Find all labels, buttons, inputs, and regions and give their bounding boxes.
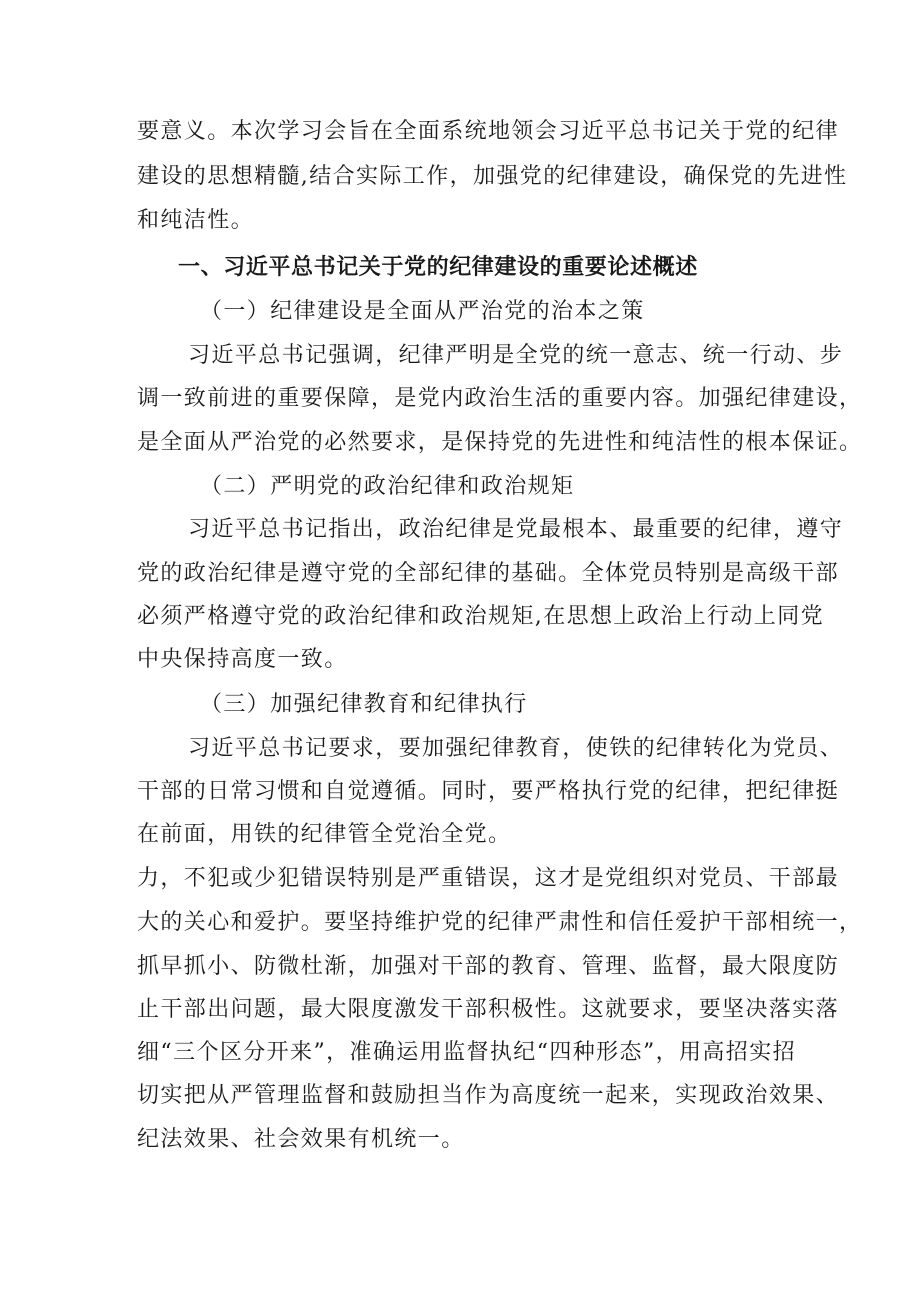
paragraph-line: 习近平总书记强调，纪律严明是全党的统一意志、统一行动、步 (188, 343, 844, 368)
paragraph-line: 习近平总书记要求，要加强纪律教育，使铁的纪律转化为党员、 (188, 736, 844, 761)
paragraph-line: 细“三个区分开来”，准确运用监督执纪“四种形态”，用高招实招 (137, 1040, 796, 1065)
intro-line: 和纯洁性。 (137, 208, 255, 233)
paragraph-line: 调一致前进的重要保障，是党内政治生活的重要内容。加强纪律建设， (137, 386, 863, 411)
paragraph-line: 纪法效果、社会效果有机统一。 (137, 1127, 465, 1152)
intro-line: 要意义。本次学习会旨在全面系统地领会习近平总书记关于党的纪律 (137, 119, 840, 144)
paragraph-line: 大的关心和爱护。要坚持维护党的纪律严肃性和信任爱护干部相统一， (137, 910, 863, 935)
paragraph-line: 中央保持高度一致。 (137, 647, 348, 672)
subsection-title: （二）严明党的政治纪律和政治规矩 (200, 474, 575, 499)
subsection-title: （一）纪律建设是全面从严治党的治本之策 (200, 299, 645, 324)
paragraph-line: 干部的日常习惯和自觉遵循。同时，要严格执行党的纪律，把纪律挺 (137, 779, 840, 804)
intro-line: 建设的思想精髓,结合实际工作，加强党的纪律建设，确保党的先进性 (137, 164, 848, 189)
paragraph-line: 是全面从严治党的必然要求，是保持党的先进性和纯洁性的根本保证。 (137, 430, 863, 455)
paragraph-line: 抓早抓小、防微杜渐，加强对干部的教育、管理、监督，最大限度防 (137, 954, 840, 979)
paragraph-line: 习近平总书记指出，政治纪律是党最根本、最重要的纪律，遵守 (188, 517, 844, 542)
paragraph-line: 在前面，用铁的纪律管全党治全党。 (137, 822, 512, 847)
paragraph-line: 党的政治纪律是遵守党的全部纪律的基础。全体党员特别是高级干部 (137, 561, 840, 586)
section-heading: 一、习近平总书记关于党的纪律建设的重要论述概述 (178, 255, 698, 280)
subsection-title: （三）加强纪律教育和纪律执行 (200, 692, 528, 717)
paragraph-line: 力，不犯或少犯错误特别是严重错误，这才是党组织对党员、干部最 (137, 866, 840, 891)
paragraph-line: 止干部出问题，最大限度激发干部积极性。这就要求，要坚决落实落 (137, 997, 840, 1022)
paragraph-line: 必须严格遵守党的政治纪律和政治规矩,在思想上政治上行动上同党 (137, 604, 824, 629)
paragraph-line: 切实把从严管理监督和鼓励担当作为高度统一起来，实现政治效果、 (137, 1083, 840, 1108)
